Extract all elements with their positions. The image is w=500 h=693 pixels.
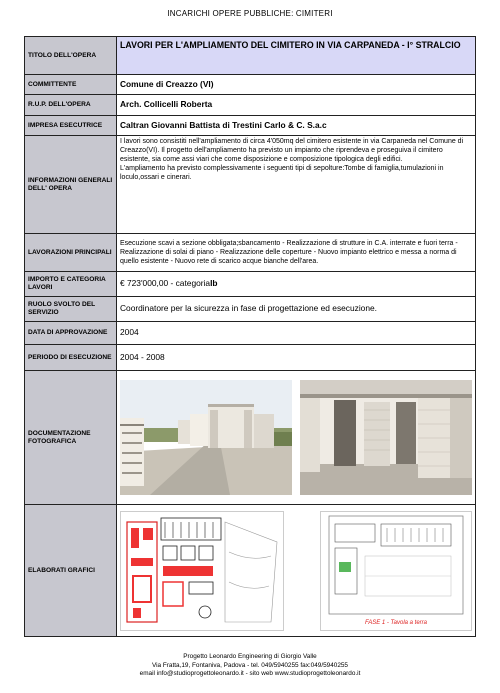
informazioni-paragraph-2: L'ampliamento ha previsto complessivamente i seguenti tipi di sepolture:Tombe di famiglia,tumulazioni in loculo,ossari e cinerari. — [120, 165, 444, 181]
row-impresa — [25, 116, 476, 136]
label-data: DATA DI APPROVAZIONE — [25, 322, 117, 345]
row-importo — [25, 272, 476, 297]
row-data — [25, 322, 476, 345]
row-ruolo — [25, 297, 476, 322]
label-ruolo: RUOLO SVOLTO DEL SERVIZIO — [25, 297, 117, 322]
value-titolo: LAVORI PER L'AMPLIAMENTO DEL CIMITERO IN VIA CARPANEDA - I° STRALCIO — [117, 37, 476, 75]
importo-category: Ib — [210, 278, 218, 289]
label-rup: R.U.P. DELL'OPERA — [25, 95, 117, 116]
row-lavorazioni — [25, 234, 476, 272]
label-informazioni: INFORMAZIONI GENERALI DELL' OPERA — [25, 136, 117, 234]
footer-line-2: Via Fratta,19, Fontaniva, Padova - tel. 049/5940255 fax:049/5940255 — [151, 661, 348, 669]
row-committente — [25, 75, 476, 95]
label-titolo: TITOLO DELL'OPERA — [25, 37, 117, 75]
row-elaborati — [25, 505, 476, 637]
label-documentazione: DOCUMENTAZIONE FOTOGRAFICA — [25, 371, 117, 505]
page-footer — [0, 653, 500, 679]
value-lavorazioni: Esecuzione scavi a sezione obbligata;sbancamento - Realizzazione di strutture in C.A. interrate e fuori terra - Realizzazione di solai di piano - Realizzazione delle coperture - Nuovo impianto elettrico e messa a norma di quello esistente - Nuovo rete di scarico acque bianche dell'area. — [117, 234, 476, 272]
value-ruolo: Coordinatore per la sicurezza in fase di progettazione ed esecuzione. — [117, 297, 476, 322]
row-titolo — [25, 37, 476, 75]
value-committente: Comune di Creazzo (VI) — [117, 75, 476, 95]
value-informazioni — [117, 136, 476, 234]
footer-line-1: Progetto Leonardo Engineering di Giorgio Valle — [183, 653, 317, 660]
label-importo: IMPORTO E CATEGORIA LAVORI — [25, 272, 117, 297]
row-documentazione — [25, 371, 476, 505]
value-rup: Arch. Collicelli Roberta — [117, 95, 476, 116]
value-impresa: Caltran Giovanni Battista di Trestini Carlo & C. S.a.c — [117, 116, 476, 136]
value-periodo: 2004 - 2008 — [117, 345, 476, 371]
cemetery-photo-1 — [120, 380, 292, 495]
row-periodo — [25, 345, 476, 371]
site-plan-drawing — [120, 511, 284, 631]
drawing-caption: FASE 1 - Tavola a terra — [364, 619, 428, 626]
informazioni-paragraph-1: I lavori sono consistiti nell'ampliamento di circa 4'050mq del cimitero esistente in via Carpaneda nel Comune di Creazzo(VI). Il progetto dell'ampliamento ha previsto un impianto che riprendeva e proseguiva il cimitero esistente, sia come assi viari che come disposizione e composizione tipologica degli edifici. — [120, 138, 464, 163]
label-lavorazioni: LAVORAZIONI PRINCIPALI — [25, 234, 117, 272]
cemetery-photo-2 — [300, 380, 472, 495]
footer-line-3: email info@studioprogettoleonardo.it - sito web www.studioprogettoleonardo.it — [139, 670, 361, 678]
label-elaborati: ELABORATI GRAFICI — [25, 505, 117, 637]
row-rup — [25, 95, 476, 116]
label-periodo: PERIODO DI ESECUZIONE — [25, 345, 117, 371]
value-importo — [117, 272, 476, 297]
drawing-area — [117, 505, 476, 637]
importo-amount: € 723'000,00 - categoria — [120, 278, 211, 289]
row-informazioni — [25, 136, 476, 234]
label-committente: COMMITTENTE — [25, 75, 117, 95]
photo-area — [117, 371, 476, 505]
plan-drawing — [320, 511, 472, 631]
page-header: INCARICHI OPERE PUBBLICHE: CIMITERI — [167, 9, 333, 18]
value-data: 2004 — [117, 322, 476, 345]
project-sheet — [24, 36, 476, 637]
label-impresa: IMPRESA ESECUTRICE — [25, 116, 117, 136]
